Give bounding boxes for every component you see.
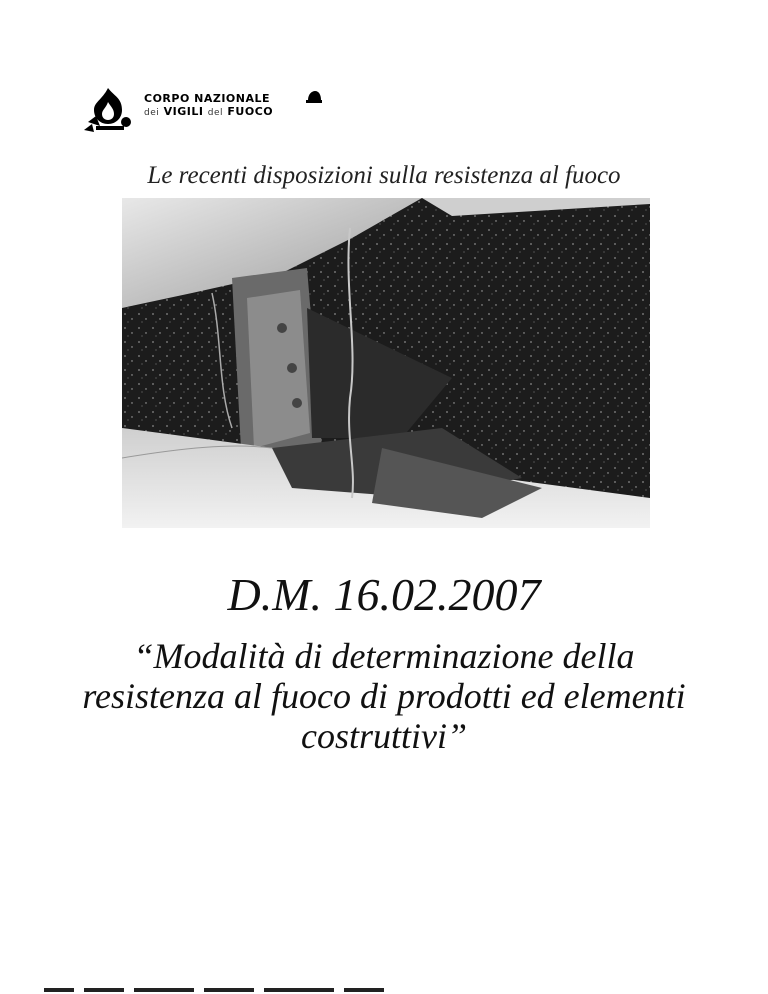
logo-word-vigili: VIGILI	[163, 105, 204, 118]
title-line: costruttivi”	[300, 716, 467, 756]
logo-word-dei: dei	[144, 108, 160, 118]
logo-word-del: del	[207, 108, 224, 118]
decree-code: D.M. 16.02.2007	[227, 569, 541, 620]
title-line: “Modalità di determinazione della	[133, 636, 635, 676]
title-line: resistenza al fuoco di prodotti ed elementi	[82, 676, 686, 716]
helmet-icon	[306, 90, 322, 104]
logo	[78, 82, 328, 142]
document-title	[60, 636, 708, 756]
logo-word-fuoco: FUOCO	[227, 105, 274, 118]
logo-line1: CORPO NAZIONALE	[144, 92, 271, 105]
subtitle: Le recenti disposizioni sulla resistenza al fuoco	[147, 162, 621, 189]
logo-line2	[144, 105, 273, 118]
scan-edge-dashes	[0, 978, 420, 994]
flame-emblem-icon	[78, 82, 140, 134]
fire-test-photo	[122, 198, 650, 528]
